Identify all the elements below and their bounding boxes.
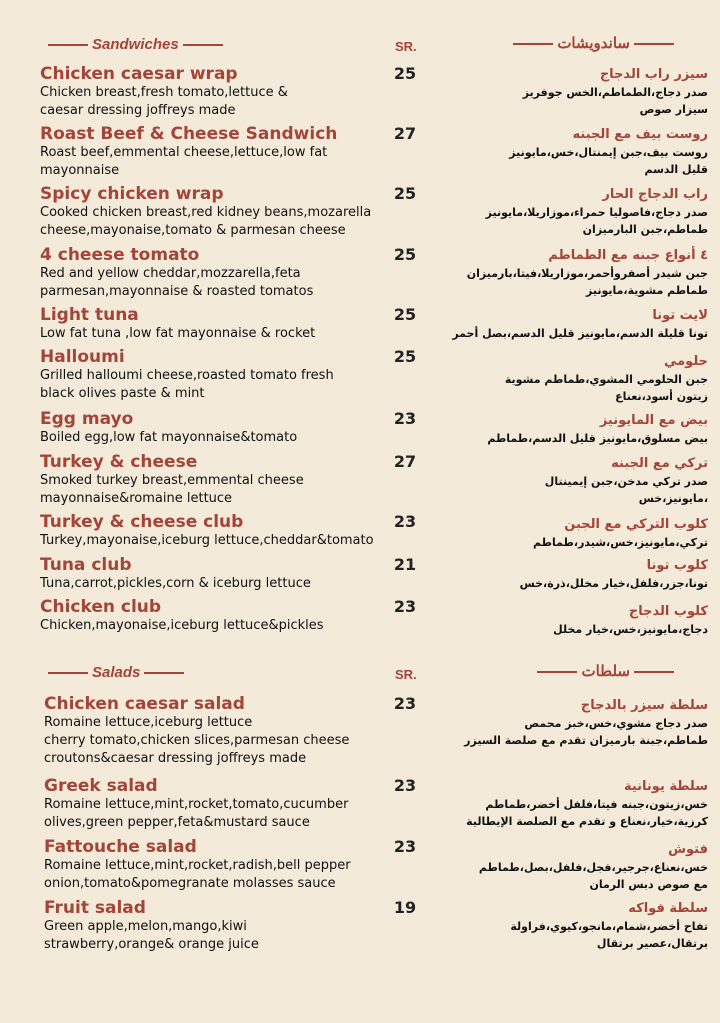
divider: [634, 43, 674, 45]
item-price: 27: [393, 452, 417, 471]
item-description: Green apple,melon,mango,kiwi strawberry,orange& orange juice: [44, 919, 259, 952]
item-name: Tuna club: [40, 555, 132, 575]
item-description-ar: جبن شيدر أصفروأحمر،موزاريلا،فيتا،بارميزان طماطم مشوية،مايونيز: [466, 267, 708, 297]
item-price: 25: [393, 347, 417, 366]
item-name: Turkey & cheese club: [40, 512, 244, 532]
divider: [144, 672, 184, 674]
menu-item-ar: [428, 778, 708, 830]
menu-item-ar: [428, 697, 708, 749]
sandwiches-currency: SR.: [395, 39, 417, 54]
item-description: Romaine lettuce,mint,rocket,tomato,cucumber olives,green pepper,feta&mustard sauce: [44, 797, 349, 830]
item-description-ar: جبن الحلومي المشوي،طماطم مشوية زيتون أسود،نعناع: [504, 373, 708, 403]
menu-item: [40, 64, 390, 120]
item-name-ar: راب الدجاج الحار: [602, 187, 708, 202]
divider: [513, 43, 553, 45]
item-description-ar: تركي،مايونيز،خس،شيدر،طماطم: [533, 536, 708, 549]
item-description: Chicken breast,fresh tomato,lettuce & caesar dressing joffreys made: [40, 85, 288, 118]
item-description-ar: خس،نعناع،جرجير،فجل،فلفل،بصل،طماطم مع صوص دبس الرمان: [478, 861, 708, 891]
item-name-ar: حلومي: [663, 354, 708, 369]
menu-item-ar: [428, 557, 708, 592]
item-description-ar: بيض مسلوق،مايونيز قليل الدسم،طماطم: [487, 432, 708, 445]
item-name: Light tuna: [40, 305, 139, 325]
divider: [48, 44, 88, 46]
menu-item-ar: [428, 412, 708, 447]
item-price: 19: [393, 898, 417, 917]
item-name: Greek salad: [44, 776, 158, 796]
item-price: 25: [393, 64, 417, 83]
item-price: 23: [393, 512, 417, 531]
item-description: Turkey,mayonaise,iceburg lettuce,cheddar&tomato: [40, 533, 374, 548]
menu-item-ar: [428, 66, 708, 118]
menu-item-ar: [428, 353, 708, 405]
menu-item: [40, 305, 390, 343]
item-name: 4 cheese tomato: [40, 245, 200, 265]
item-price: 23: [393, 597, 417, 616]
divider: [634, 671, 674, 673]
item-name: Egg mayo: [40, 409, 134, 429]
item-name: Fattouche salad: [44, 837, 197, 857]
item-price: 23: [393, 694, 417, 713]
item-price: 25: [393, 305, 417, 324]
item-description: Grilled halloumi cheese,roasted tomato fresh black olives paste & mint: [40, 368, 334, 401]
item-price: 23: [393, 776, 417, 795]
menu-item: [40, 184, 390, 240]
salads-heading-ar: [533, 662, 678, 680]
item-price: 25: [393, 184, 417, 203]
item-name-ar: روست بيف مع الجبنه: [572, 127, 708, 142]
menu-item: [44, 837, 394, 893]
menu-item: [40, 555, 390, 593]
item-description-ar: تونا،جزر،فلفل،خيار مخلل،ذرة،خس: [519, 577, 708, 590]
sandwiches-title-ar: ساندويشات: [557, 35, 630, 52]
sandwiches-heading: [44, 36, 227, 53]
item-price: 23: [393, 409, 417, 428]
menu-item: [40, 597, 390, 635]
item-name-ar: كلوب الدجاج: [628, 604, 708, 619]
item-name-ar: فتوش: [668, 842, 708, 857]
menu-item: [40, 245, 390, 301]
item-name-ar: سيزر راب الدجاج: [599, 67, 708, 82]
menu-item-ar: [428, 841, 708, 893]
menu-item: [44, 898, 394, 954]
item-description-ar: تفاح أخضر،شمام،مانجو،كيوي،فراولة برتقال،عصير برتقال: [510, 920, 708, 950]
item-name: Halloumi: [40, 347, 125, 367]
item-description-ar: تونا قليلة الدسم،مايونيز قليل الدسم،بصل أحمر: [452, 327, 708, 340]
salads-title: Salads: [92, 664, 141, 681]
item-name-ar: سلطة فواكه: [628, 901, 708, 916]
menu-item-ar: [428, 900, 708, 952]
item-name: Fruit salad: [44, 898, 146, 918]
item-description: Tuna,carrot,pickles,corn & iceburg lettuce: [40, 576, 311, 591]
item-name: Chicken caesar wrap: [40, 64, 238, 84]
item-description: Romaine lettuce,mint,rocket,radish,bell pepper onion,tomato&pomegranate molasses sauce: [44, 858, 351, 891]
item-description-ar: دجاج،مايونيز،خس،خيار مخلل: [553, 623, 708, 636]
item-name-ar: تركي مع الجبنه: [611, 456, 708, 471]
item-description: Low fat tuna ,low fat mayonnaise & rocket: [40, 326, 316, 341]
menu-item-ar: [428, 126, 708, 178]
item-name-ar: كلوب التركي مع الجبن: [564, 517, 708, 532]
salads-heading: [44, 664, 188, 681]
menu-item: [40, 512, 390, 550]
item-price: 25: [393, 245, 417, 264]
item-description: Smoked turkey breast,emmental cheese mayonnaise&romaine lettuce: [40, 473, 304, 506]
item-description-ar: روست بيف،جبن إيمنتال،خس،مايونيز قليل الدسم: [509, 146, 708, 176]
item-name-ar: بيض مع المايونيز: [599, 413, 708, 428]
divider: [537, 671, 577, 673]
menu-item: [40, 409, 390, 447]
divider: [48, 672, 88, 674]
item-name: Spicy chicken wrap: [40, 184, 224, 204]
item-description: Roast beef,emmental cheese,lettuce,low fat mayonnaise: [40, 145, 328, 178]
item-price: 23: [393, 837, 417, 856]
menu-item: [40, 452, 390, 508]
menu-item-ar: [428, 603, 708, 638]
menu-item-ar: [428, 307, 708, 342]
item-description: Chicken,mayonaise,iceburg lettuce&pickles: [40, 618, 324, 633]
menu-item: [44, 776, 394, 832]
item-name: Roast Beef & Cheese Sandwich: [40, 124, 338, 144]
item-description-ar: صدر دجاج مشوي،خس،خبز محمص طماطم،جبنة بارميزان تقدم مع صلصة السيزر: [464, 717, 708, 747]
item-description: Red and yellow cheddar,mozzarella,feta parmesan,mayonnaise & roasted tomatos: [40, 266, 314, 299]
item-description-ar: خس،زيتون،جبنه فيتا،فلفل أخضر،طماطم كرزية،خيار،نعناع و تقدم مع الصلصة الإيطالية: [466, 798, 708, 828]
item-name-ar: سلطة يونانية: [623, 779, 708, 794]
item-description-ar: صدر دجاج،الطماطم،الخس جوفريز سيزار صوص: [522, 86, 708, 116]
divider: [183, 44, 223, 46]
item-name: Turkey & cheese: [40, 452, 198, 472]
sandwiches-title: Sandwiches: [92, 36, 179, 53]
menu-item-ar: [428, 455, 708, 507]
menu-item: [40, 347, 390, 403]
item-description: Cooked chicken breast,red kidney beans,mozarella cheese,mayonaise,tomato & parmesan cheese: [40, 205, 372, 238]
item-description: Romaine lettuce,iceburg lettuce cherry tomato,chicken slices,parmesan cheese croutons&caesar dressing joffreys made: [44, 715, 350, 766]
item-description-ar: صدر تركي مدخن،جبن إيمينتال ،مايونيز،خس: [544, 475, 708, 505]
item-price: 21: [393, 555, 417, 574]
item-name: Chicken club: [40, 597, 162, 617]
item-description-ar: صدر دجاج،فاصوليا حمراء،موزاريلا،مايونيز طماطم،جبن البارميزان: [485, 206, 708, 236]
menu-item-ar: [428, 516, 708, 551]
item-name-ar: كلوب تونا: [646, 558, 708, 573]
menu-item-ar: [428, 247, 708, 299]
item-name-ar: سلطة سيزر بالدجاج: [580, 698, 708, 713]
sandwiches-heading-ar: [509, 34, 678, 52]
salads-currency: SR.: [395, 667, 417, 682]
item-price: 27: [393, 124, 417, 143]
item-name: Chicken caesar salad: [44, 694, 245, 714]
item-description: Boiled egg,low fat mayonnaise&tomato: [40, 430, 298, 445]
item-name-ar: ٤ أنواع جبنه مع الطماطم: [548, 248, 708, 263]
item-name-ar: لايت تونا: [652, 308, 708, 323]
menu-item: [44, 694, 394, 768]
menu-item: [40, 124, 390, 180]
menu-item-ar: [428, 186, 708, 238]
salads-title-ar: سلطات: [581, 663, 630, 680]
